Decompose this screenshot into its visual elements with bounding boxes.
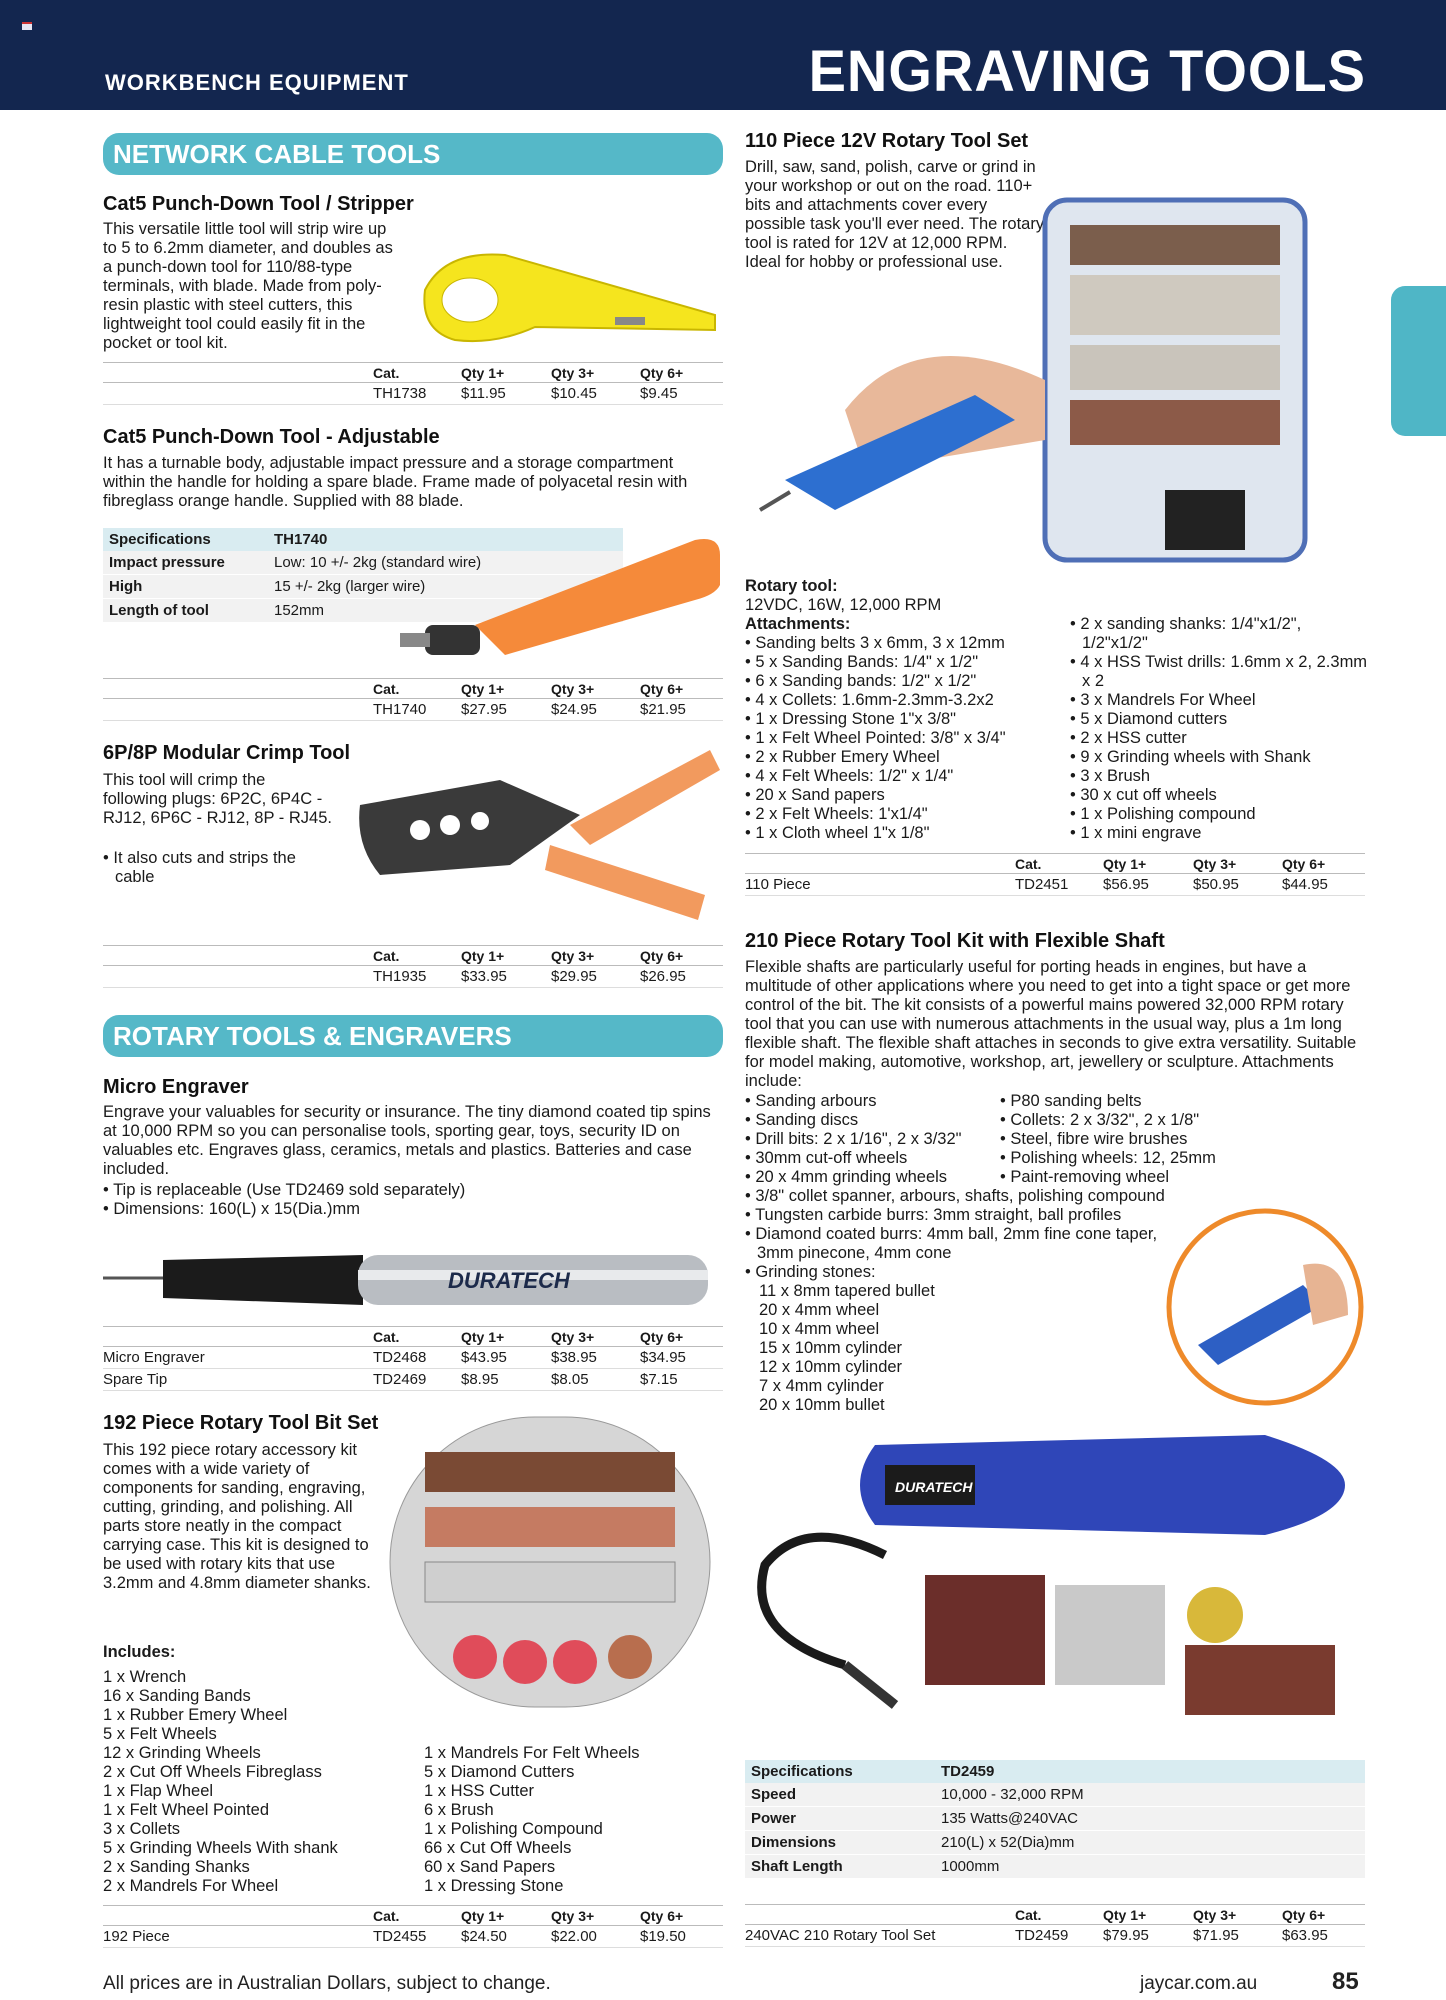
attachments-singles: • 3/8" collet spanner, arbours, shafts, polishing compound • Tungsten carbide burrs: 3mm straight, ball profiles • Diamond coated burrs: 4mm ball, 2mm fine cone taper, 3mm pinecone, 4mm cone • Grinding stones:: [745, 1187, 1165, 1281]
price-table-th1935: Cat. Qty 1+ Qty 3+ Qty 6+ TH1935 $33.95 $29.95 $26.95: [103, 945, 723, 988]
attachments-pairs: • Sanding arbours • P80 sanding belts • Sanding discs • Collets: 2 x 3/32", 2 x 1/8" • Drill bits: 2 x 1/16", 2 x 3/32" • Steel, fibre wire brushes • 30mm cut-off wheels • Polishing wheels: 12, 25mm • 20 x 4mm grinding wheels • Paint-removing wheel: [745, 1092, 1216, 1186]
product-description: This tool will crimp the following plugs: 6P2C, 6P4C - RJ12, 6P6C - RJ12, 8P - RJ45.: [103, 771, 332, 827]
footer-site-link[interactable]: jaycar.com.au: [1140, 1973, 1258, 1994]
flag-icon: [22, 22, 32, 30]
includes-list-2: 1 x Mandrels For Felt Wheels 5 x Diamond Cutters 1 x HSS Cutter 6 x Brush 1 x Polishing Compound 66 x Cut Off Wheels 60 x Sand Papers 1 x Dressing Stone: [424, 1744, 640, 1895]
price-table-td2451: Cat. Qty 1+ Qty 3+ Qty 6+ 110 Piece TD2451 $56.95 $50.95 $44.95: [745, 853, 1365, 896]
product-title: 192 Piece Rotary Tool Bit Set: [103, 1412, 379, 1434]
price-table-th1740: Cat. Qty 1+ Qty 3+ Qty 6+ TH1740 $27.95 $24.95 $21.95: [103, 678, 723, 721]
price-table-th1738: Cat. Qty 1+ Qty 3+ Qty 6+ TH1738 $11.95 $10.45 $9.45: [103, 362, 723, 405]
page-number: 85: [1332, 1968, 1359, 1995]
product-description: This versatile little tool will strip wire up to 5 to 6.2mm diameter, and doubles as a punch-down tool for 110/88-type terminals, with blade. Made from poly-resin plastic with steel cutters, this lightweight tool could easily fit in the pocket or tool kit.: [103, 220, 393, 352]
page-header: [0, 0, 1446, 110]
attachments-list-1: • Sanding belts 3 x 6mm, 3 x 12mm • 5 x Sanding Bands: 1/4" x 1/2" • 6 x Sanding bands: 1/2" x 1/2" • 4 x Collets: 1.6mm-2.3mm-3.2x2 • 1 x Dressing Stone 1"x 3/8" • 1 x Felt Wheel Pointed: 3/8" x 3/4" • 2 x Rubber Emery Wheel • 4 x Felt Wheels: 1/2" x 1/4" • 20 x Sand papers • 2 x Felt Wheels: 1'x1/4" • 1 x Cloth wheel 1"x 1/8": [745, 634, 1006, 842]
micro-engraver-image: [103, 1230, 723, 1325]
product-description: It has a turnable body, adjustable impact pressure and a storage compartment within the handle for holding a spare blade. Frame made of polyacetal resin with fibreglass orange handle. Supplied with 88 blade.: [103, 454, 688, 510]
section-label: WORKBENCH EQUIPMENT: [105, 70, 409, 95]
product-description: This 192 piece rotary accessory kit comes with a wide variety of components for sanding, engraving, cutting, grinding, and polishing. All parts store neatly in the compact carrying case. This kit is designed to be used with rotary kits that use 3.2mm and 4.8mm diameter shanks.: [103, 1441, 371, 1592]
product-description: Drill, saw, sand, polish, carve or grind in your workshop or out on the road. 110+ bits and attachments cover every possible task you'll ever need. The rotary tool is rated for 12V at 12,000 RPM. Ideal for hobby or professional use.: [745, 158, 1045, 271]
stripper-tool-image: [415, 245, 725, 350]
rotary-tool-spec: Rotary tool: 12VDC, 16W, 12,000 RPM Attachments:: [745, 577, 942, 633]
product-title: 6P/8P Modular Crimp Tool: [103, 742, 351, 764]
crimp-tool-image: [350, 745, 725, 930]
page-title: ENGRAVING TOOLS: [808, 37, 1366, 104]
product-title: Cat5 Punch-Down Tool - Adjustable: [103, 426, 440, 448]
tool-in-use-inset-image: [1163, 1205, 1368, 1410]
section-band-network: NETWORK CABLE TOOLS: [103, 133, 723, 175]
footer-note: All prices are in Australian Dollars, subject to change.: [103, 1973, 551, 1994]
product-title: 210 Piece Rotary Tool Kit with Flexible Shaft: [745, 930, 1165, 952]
side-tab[interactable]: [1391, 286, 1446, 436]
product-title: Micro Engraver: [103, 1076, 249, 1098]
price-table-micro: Cat. Qty 1+ Qty 3+ Qty 6+ Micro Engraver TD2468 $43.95 $38.95 $34.95 Spare Tip TD2469 $8.95 $8.05 $7.15: [103, 1326, 723, 1391]
includes-list-1: 1 x Wrench 16 x Sanding Bands 1 x Rubber Emery Wheel 5 x Felt Wheels 12 x Grinding Wheels 2 x Cut Off Wheels Fibreglass 1 x Flap Wheel 1 x Felt Wheel Pointed 3 x Collets 5 x Grinding Wheels With shank 2 x Sanding Shanks 2 x Mandrels For Wheel: [103, 1668, 338, 1895]
grinding-stones-list: 11 x 8mm tapered bullet 20 x 4mm wheel 10 x 4mm wheel 15 x 10mm cylinder 12 x 10mm cylinder 7 x 4mm cylinder 20 x 10mm bullet: [759, 1282, 935, 1414]
price-table-td2455: Cat. Qty 1+ Qty 3+ Qty 6+ 192 Piece TD2455 $24.50 $22.00 $19.50: [103, 1905, 723, 1948]
duratech-logo: DURATECH: [895, 1479, 973, 1495]
product-description: Flexible shafts are particularly useful for porting heads in engines, but have a multitude of other applications where you need to get into a tight space or get more control of the bit. The kit consists of a powerful mains powered 32,000 RPM rotary tool that you can use with numerous attachments in the usual way, plus a 1m long flexible shaft. The flexible shaft attaches in seconds to give extra versatility. Suitable for model making, automotive, workshop, art, jewellery or sculpture. Attachments include:: [745, 958, 1357, 1090]
spec-table-td2459: Specifications TD2459 Speed 10,000 - 32,000 RPM Power 135 Watts@240VAC Dimensions 210(L) x 52(Dia)mm Shaft Length 1000mm: [745, 1760, 1365, 1879]
section-band-rotary: ROTARY TOOLS & ENGRAVERS: [103, 1015, 723, 1057]
punch-down-tool-image: [395, 515, 725, 665]
product-title: 110 Piece 12V Rotary Tool Set: [745, 130, 1029, 152]
price-table-td2459: Cat. Qty 1+ Qty 3+ Qty 6+ 240VAC 210 Rotary Tool Set TD2459 $79.95 $71.95 $63.95: [745, 1904, 1365, 1947]
spec-table-th1740: Specifications TH1740 Impact pressure Low: 10 +/- 2kg (standard wire) High 15 +/- 2kg (larger wire) Length of tool 152mm: [103, 528, 623, 623]
product-description: Engrave your valuables for security or insurance. The tiny diamond coated tip spins at 10,000 RPM so you can personalise tools, sporting gear, toys, security ID on valuables etc. Engraves glass, ceramics, metals and plastics. Batteries and case included.: [103, 1103, 711, 1178]
rotary-tool-set-image: [745, 180, 1365, 580]
bit-set-case-image: [385, 1412, 715, 1712]
product-title: Cat5 Punch-Down Tool / Stripper: [103, 193, 414, 215]
product-bullets: • Tip is replaceable (Use TD2469 sold separately) • Dimensions: 160(L) x 15(Dia.)mm: [103, 1181, 466, 1218]
attachments-list-2: • 2 x sanding shanks: 1/4"x1/2", 1/2"x1/2" • 4 x HSS Twist drills: 1.6mm x 2, 2.3mm x 2 • 3 x Mandrels For Wheel • 5 x Diamond cutters • 2 x HSS cutter • 9 x Grinding wheels with Shank • 3 x Brush • 30 x cut off wheels • 1 x Polishing compound • 1 x mini engrave: [1070, 615, 1368, 842]
duratech-logo: DURATECH: [448, 1268, 570, 1293]
rotary-kit-flexible-shaft-image: [745, 1415, 1365, 1755]
product-bullets: • It also cuts and strips the cable: [103, 849, 296, 886]
includes-label: Includes:: [103, 1643, 176, 1661]
